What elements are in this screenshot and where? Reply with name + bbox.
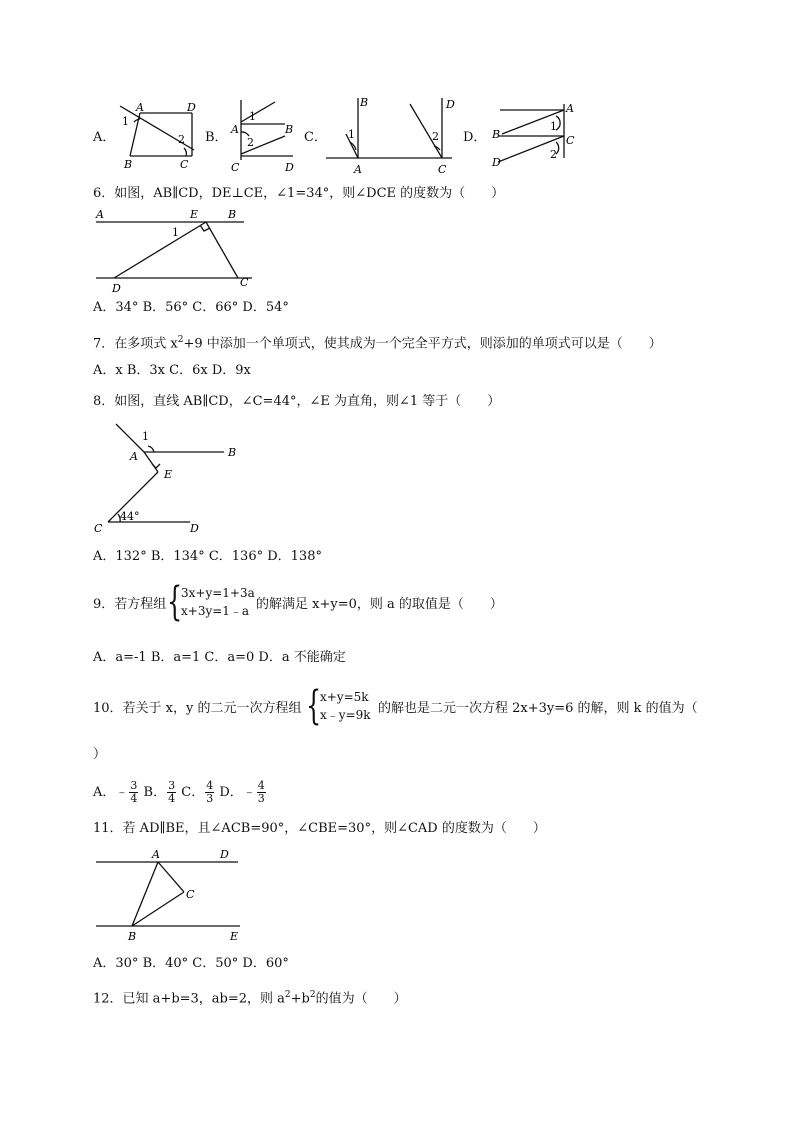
fig-label-d: D: [112, 282, 121, 294]
q5-option-d-label: D．: [463, 130, 487, 145]
fig-angle-2: 2: [432, 130, 439, 143]
q12-question: [93, 987, 407, 1007]
q10-option-b-label: B．: [143, 785, 167, 800]
q10-equation-1: x+y=5k: [320, 690, 369, 704]
fig-label-a: A: [152, 848, 160, 861]
fig-line: [116, 424, 144, 452]
q11-answers: A．30° B．40° C．50° D．60°: [93, 956, 289, 971]
fig-label-b: B: [360, 96, 369, 109]
q10-equation-2: x﹣y=9k: [320, 708, 371, 722]
fig-label-b: B: [285, 123, 294, 136]
fig-label-c: C: [186, 888, 195, 901]
fig-label-c: C: [180, 158, 189, 170]
q6-answers: A．34° B．56° C．66° D．54°: [93, 300, 289, 315]
q12-text-mid: +b: [290, 991, 310, 1007]
q10-option-d-fraction: [257, 780, 266, 805]
fig-line: [132, 892, 184, 926]
q7-exponent: 2: [177, 335, 184, 345]
fig-line: [144, 452, 158, 472]
q9-answers: A．a=-1 B．a=1 C．a=0 D．a 不能确定: [93, 650, 346, 665]
q5-figure-b: [225, 98, 305, 176]
fig-angle-1: 1: [249, 110, 256, 123]
q5-option-b-label: B．: [205, 130, 228, 145]
fraction-numerator: 4: [257, 779, 265, 792]
fig-label-d: D: [492, 156, 501, 169]
fig-label-b: B: [228, 446, 237, 459]
fig-angle-2: 2: [247, 136, 254, 149]
q9-equation-2: x+3y=1﹣a: [181, 604, 250, 618]
q5-option-c-label: C．: [304, 130, 327, 145]
q12-exponent-1: 2: [284, 990, 291, 1000]
q10-option-a-label: A．: [93, 785, 116, 800]
q10-answers: [93, 776, 267, 810]
fig-label-e: E: [190, 208, 199, 221]
fig-label-c: C: [438, 163, 447, 176]
fig-label-b: B: [228, 208, 237, 221]
q5-figure-c: [322, 94, 472, 178]
q9-equation-1: 3x+y=1+3a: [181, 586, 255, 600]
q9-brace: {: [167, 579, 183, 625]
fig-label-a: A: [566, 102, 574, 115]
fig-label-e: E: [230, 930, 239, 943]
q10-option-d-sign: ﹣: [242, 785, 256, 800]
q12-text-before: 12．已知 a+b=3，ab=2，则 a: [93, 991, 285, 1007]
fig-label-d: D: [187, 101, 196, 114]
fig-label-d: D: [220, 848, 229, 861]
fig-line: [241, 102, 275, 122]
q8-question: 8．如图，直线 AB∥CD，∠C=44°，∠E 为直角，则∠1 等于（ ）: [93, 394, 501, 409]
fig-label-e: E: [164, 468, 173, 481]
q9-system: [181, 584, 255, 620]
q6-question: 6．如图，AB∥CD，DE⊥CE，∠1=34°，则∠DCE 的度数为（ ）: [93, 186, 505, 201]
q7-answers: A．x B．3x C．6x D．9x: [93, 363, 251, 378]
fig-angle-44: 44°: [120, 510, 140, 523]
fig-label-b: B: [124, 158, 133, 170]
q7-text-after: +9 中添加一个单项式，使其成为一个完全平方式，则添加的单项式可以是（ ）: [183, 336, 662, 352]
fig-angle-1: 1: [122, 115, 129, 128]
fig-label-a: A: [136, 101, 144, 114]
q7-question: [93, 332, 662, 352]
fraction-numerator: 3: [130, 779, 138, 792]
fraction-denominator: 4: [168, 792, 176, 805]
fig-angle-2: 2: [550, 148, 557, 161]
q10-prefix: 10．若关于 x，y 的二元一次方程组: [93, 701, 302, 716]
fig-angle-1: 1: [550, 120, 557, 133]
q10-system: [320, 688, 371, 724]
q11-question: 11．若 AD∥BE，且∠ACB=90°，∠CBE=30°，则∠CAD 的度数为（ ）: [93, 821, 546, 836]
fraction-denominator: 3: [206, 792, 214, 805]
fig-angle-2: 2: [178, 133, 185, 146]
fig-angle-1: 1: [142, 430, 149, 443]
q9-prefix: 9．若方程组: [93, 597, 167, 612]
fraction-denominator: 3: [257, 792, 265, 805]
fig-label-c: C: [231, 161, 240, 174]
fraction-denominator: 4: [130, 792, 138, 805]
q5-option-a-label: A．: [93, 130, 116, 145]
fraction-numerator: 3: [168, 779, 176, 792]
q8-figure: [90, 420, 250, 540]
fig-line: [158, 862, 184, 892]
fig-label-a: A: [354, 163, 362, 176]
fig-label-d: D: [446, 98, 455, 111]
q10-option-b-fraction: [167, 780, 176, 805]
fig-label-a: A: [231, 123, 239, 136]
fig-line: [132, 862, 158, 926]
q10-option-d-label: D．: [219, 785, 243, 800]
fig-label-d: D: [190, 522, 199, 535]
q5-figure-d: [484, 98, 584, 174]
fraction-numerator: 4: [206, 779, 214, 792]
fig-line: [114, 222, 206, 278]
q7-text-before: 7．在多项式 x: [93, 336, 178, 352]
q10-brace: {: [306, 683, 322, 729]
q10-suffix: 的解也是二元一次方程 2x+3y=6 的解，则 k 的值为（: [378, 701, 698, 716]
q5-figure-a: [112, 98, 202, 170]
fig-label-a: A: [96, 208, 104, 221]
q11-figure: [92, 846, 252, 946]
q8-answers: A．132° B．134° C．136° D．138°: [93, 549, 322, 564]
q10-option-c-label: C．: [181, 785, 205, 800]
fig-line: [206, 222, 238, 278]
q10-option-a-fraction: [129, 780, 138, 805]
q6-figure: [92, 204, 262, 294]
q10-option-a-sign: ﹣: [115, 785, 129, 800]
fig-label-c: C: [566, 134, 575, 147]
fig-label-b: B: [492, 128, 501, 141]
fig-label-c: C: [94, 522, 103, 535]
q10-option-c-fraction: [205, 780, 214, 805]
fig-label-d: D: [285, 161, 294, 174]
q10-close-paren: ）: [93, 747, 107, 762]
fig-angle-1: 1: [172, 226, 179, 239]
fig-angle-1: 1: [348, 128, 355, 141]
q9-suffix: 的解满足 x+y=0，则 a 的取值是（ ）: [256, 597, 503, 612]
fig-label-a: A: [130, 450, 138, 463]
q12-text-after: 的值为（ ）: [315, 991, 407, 1007]
fig-label-b: B: [128, 930, 137, 943]
q12-exponent-2: 2: [309, 990, 316, 1000]
fig-label-c: C: [240, 276, 249, 289]
